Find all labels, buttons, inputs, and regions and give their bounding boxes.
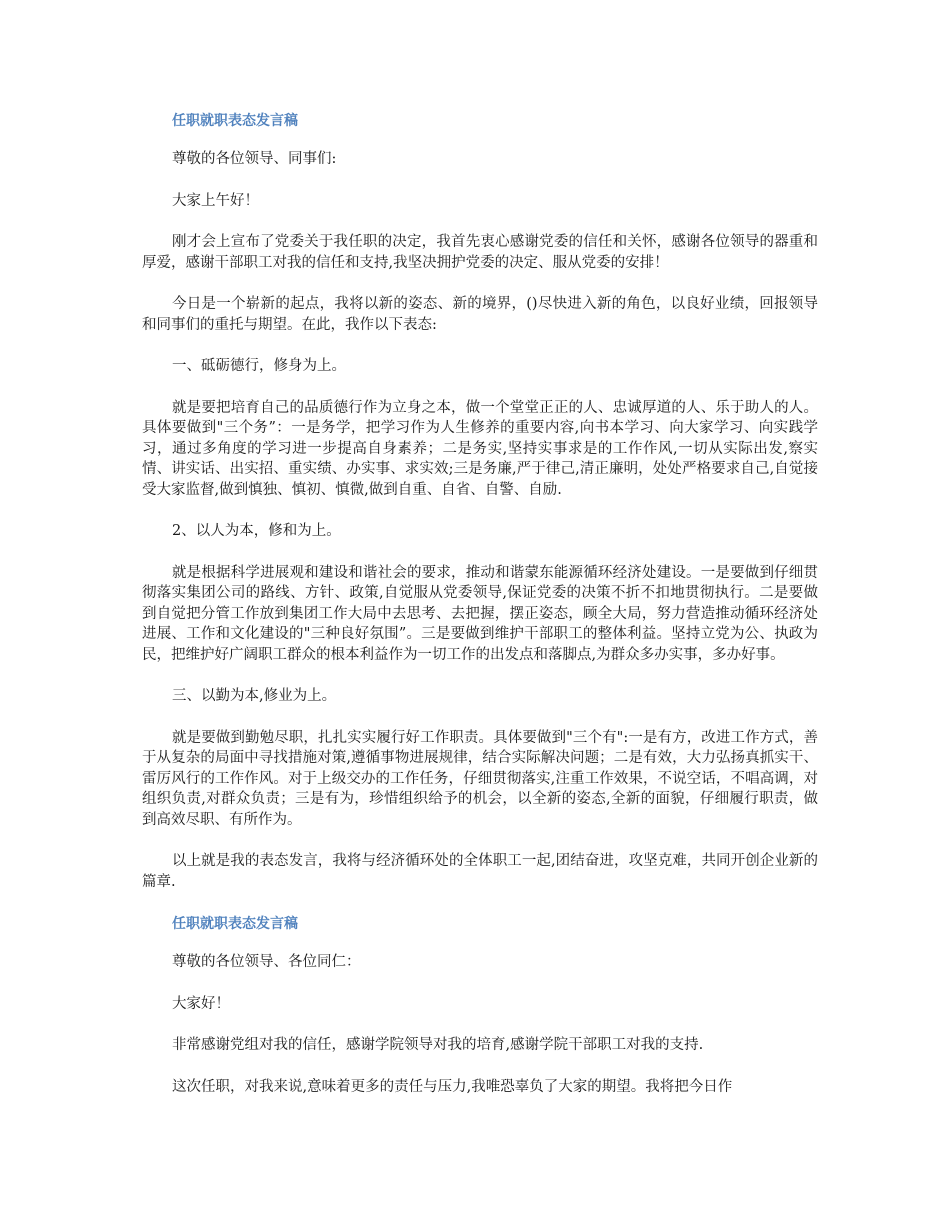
section1-paragraph: 今日是一个崭新的起点，我将以新的姿态、新的境界，()尽快进入新的角色，以良好业绩，回报领导和同事们的重托与期望。在此，我作以下表态: [142, 296, 818, 333]
document-page [142, 110, 818, 1118]
section1-paragraph: 就是根据科学进展观和建设和谐社会的要求，推动和谐蒙东能源循环经济处建设。一是要做到仔细贯彻落实集团公司的路线、方针、政策,自觉服从党委领导,保证党委的决策不折不扣地贯彻执行。二是要做到自觉把分管工作放到集团工作大局中去思考、去把握，摆正姿态，顾全大局，努力营造推动循环经济处进展、工作和文化建设的"三种良好氛围”。三是要做到维护干部职工的整体利益。坚持立党为公、执政为民，把维护好广阔职工群众的根本利益作为一切工作的出发点和落脚点,为群众多办实事，多办好事。 [142, 564, 818, 663]
section1-title: 任职就职表态发言稿 [172, 113, 298, 129]
section2-title: 任职就职表态发言稿 [172, 916, 298, 932]
section1-paragraph: 就是要做到勤勉尽职，扎扎实实履行好工作职责。具体要做到"三个有":一是有方，改进工作方式，善于从复杂的局面中寻找措施对策,遵循事物进展规律，结合实际解决问题；二是有效，大力弘扬真抓实干、雷厉风行的工作作风。对于上级交办的工作任务，仔细贯彻落实,注重工作效果，不说空话，不唱高调，对组织负责,对群众负责；三是有为，珍惜组织给予的机会，以全新的姿态,全新的面貌，仔细履行职责，做到高效尽职、有所作为。 [142, 729, 818, 828]
section1-paragraph: 就是要把培育自己的品质德行作为立身之本，做一个堂堂正正的人、忠诚厚道的人、乐于助人的人。具体要做到"三个务”：一是务学，把学习作为人生修养的重要内容,向书本学习、向大家学习、向实践学习，通过多角度的学习进一步提高自身素养；二是务实,坚持实事求是的工作作风,一切从实际出发,察实情、讲实话、出实招、重实绩、办实事、求实效;三是务廉,严于律己,清正廉明，处处严格要求自己,自觉接受大家监督,做到慎独、慎初、慎微,做到自重、自省、自警、自励. [142, 399, 818, 498]
section1-heading-3: 三、以勤为本,修业为上。 [172, 688, 337, 704]
section2-paragraph: 非常感谢党组对我的信任，感谢学院领导对我的培育,感谢学院干部职工对我的支持. [172, 1037, 704, 1053]
section2-salutation: 尊敬的各位领导、各位同仁： [172, 954, 361, 970]
section1-closing: 以上就是我的表态发言，我将与经济循环处的全体职工一起,团结奋进，攻坚克难，共同开创企业新的篇章. [142, 853, 818, 890]
section2-greeting: 大家好！ [172, 995, 230, 1012]
section1-heading-2: 2、以人为本，修和为上。 [172, 523, 341, 539]
section1-heading-1: 一、砥砺德行，修身为上。 [172, 358, 346, 374]
section1-paragraph: 刚才会上宣布了党委关于我任职的决定，我首先衷心感谢党委的信任和关怀，感谢各位领导的器重和厚爱，感谢干部职工对我的信任和支持,我坚决拥护党委的决定、服从党委的安排！ [142, 234, 818, 271]
section2-paragraph: 这次任职，对我来说,意味着更多的责任与压力,我唯恐辜负了大家的期望。我将把今日作 [172, 1078, 733, 1095]
section1-greeting: 大家上午好！ [172, 192, 259, 209]
section1-salutation: 尊敬的各位领导、同事们: [172, 151, 337, 167]
